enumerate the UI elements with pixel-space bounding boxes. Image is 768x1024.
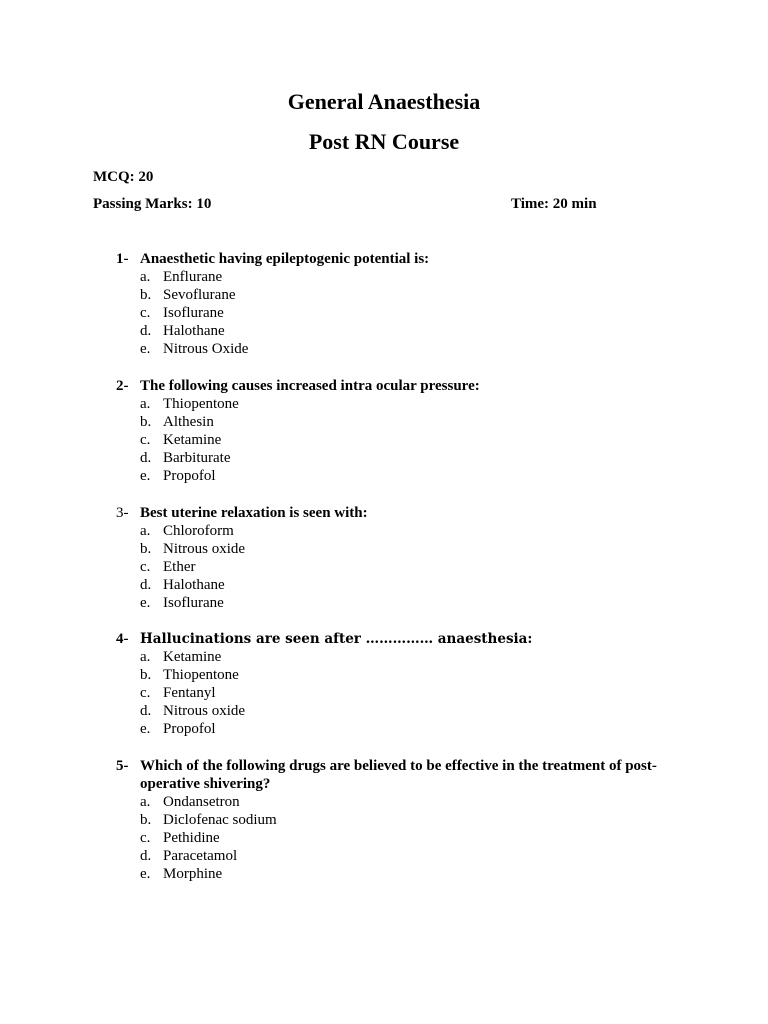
option-text: Ether <box>163 559 196 576</box>
option-item <box>140 449 696 467</box>
option-text: Enflurane <box>163 269 223 285</box>
option-letter: e. <box>140 341 151 358</box>
option-letter: c. <box>140 432 151 449</box>
question-2 <box>116 377 696 485</box>
option-letter: a. <box>140 794 151 810</box>
option-item <box>140 467 696 485</box>
option-item <box>140 395 696 413</box>
question-5 <box>116 757 696 883</box>
option-letter: b. <box>140 287 152 304</box>
option-text: Thiopentone <box>163 396 239 412</box>
option-text: Nitrous oxide <box>163 703 246 720</box>
question-3 <box>116 504 696 612</box>
option-text: Propofol <box>163 468 216 485</box>
option-list <box>116 395 696 485</box>
document-subtitle: Post RN Course <box>308 129 460 154</box>
mcq-count: MCQ: 20 <box>93 169 154 185</box>
option-letter: e. <box>140 595 151 612</box>
option-letter: b. <box>140 667 152 684</box>
option-item <box>140 720 696 738</box>
option-letter: a. <box>140 396 151 412</box>
option-text: Halothane <box>163 323 225 340</box>
option-letter: b. <box>140 541 152 558</box>
option-text: Propofol <box>163 721 216 738</box>
option-text: Isoflurane <box>163 305 224 322</box>
option-text: Fentanyl <box>163 685 216 702</box>
option-item <box>140 304 696 322</box>
option-letter: e. <box>140 721 151 738</box>
option-item <box>140 558 696 576</box>
option-letter: c. <box>140 830 151 847</box>
option-letter: e. <box>140 866 151 883</box>
question-number: 5- <box>116 758 129 774</box>
option-item <box>140 847 696 865</box>
option-item <box>140 594 696 612</box>
option-item <box>140 666 696 684</box>
option-list <box>116 268 696 358</box>
option-text: Ketamine <box>163 649 222 665</box>
option-text: Ketamine <box>163 432 222 449</box>
option-item <box>140 431 696 449</box>
option-letter: d. <box>140 703 152 720</box>
question-number: 2- <box>116 378 129 394</box>
option-text: Pethidine <box>163 830 220 847</box>
document-title: General Anaesthesia <box>287 89 481 114</box>
option-item <box>140 413 696 431</box>
option-item <box>140 793 696 811</box>
option-letter: d. <box>140 450 152 467</box>
option-letter: a. <box>140 269 151 285</box>
option-letter: b. <box>140 414 152 431</box>
question-stem <box>116 250 696 268</box>
option-text: Nitrous Oxide <box>163 341 249 358</box>
option-text: Halothane <box>163 577 225 594</box>
question-4 <box>116 630 696 738</box>
question-text: Best uterine relaxation is seen with: <box>140 505 368 521</box>
option-item <box>140 648 696 666</box>
option-list <box>116 648 696 738</box>
question-text: Hallucinations are seen after …………… anaesthesia: <box>140 631 533 647</box>
option-letter: c. <box>140 559 151 576</box>
option-text: Isoflurane <box>163 595 224 612</box>
question-stem <box>116 757 696 793</box>
option-list <box>116 522 696 612</box>
option-item <box>140 865 696 883</box>
question-1 <box>116 250 696 358</box>
option-letter: b. <box>140 812 152 829</box>
option-item <box>140 684 696 702</box>
option-text: Barbiturate <box>163 450 231 467</box>
question-stem <box>116 377 696 395</box>
option-item <box>140 702 696 720</box>
question-stem <box>116 630 696 648</box>
option-item <box>140 340 696 358</box>
option-item <box>140 322 696 340</box>
option-text: Nitrous oxide <box>163 541 246 558</box>
option-letter: a. <box>140 523 151 539</box>
option-text: Thiopentone <box>163 667 239 684</box>
option-letter: c. <box>140 685 151 702</box>
question-text: Which of the following drugs are believed to be effective in the treatment of post-operative shivering? <box>140 758 657 792</box>
option-text: Morphine <box>163 866 223 883</box>
question-text: The following causes increased intra ocular pressure: <box>140 378 480 394</box>
option-text: Paracetamol <box>163 848 238 865</box>
option-letter: d. <box>140 848 152 865</box>
question-number: 4- <box>116 631 129 647</box>
passing-marks: Passing Marks: 10 <box>93 196 212 212</box>
option-item <box>140 522 696 540</box>
option-letter: d. <box>140 577 152 594</box>
time-limit: Time: 20 min <box>511 196 597 212</box>
option-letter: d. <box>140 323 152 340</box>
option-item <box>140 811 696 829</box>
question-number: 1- <box>116 251 129 267</box>
option-letter: e. <box>140 468 151 485</box>
option-text: Chloroform <box>163 523 234 539</box>
option-text: Diclofenac sodium <box>163 812 277 829</box>
option-item <box>140 540 696 558</box>
option-text: Sevoflurane <box>163 287 236 304</box>
question-number: 3- <box>116 505 129 521</box>
question-text: Anaesthetic having epileptogenic potential is: <box>140 251 430 267</box>
question-stem <box>116 504 696 522</box>
option-letter: a. <box>140 649 151 665</box>
option-text: Ondansetron <box>163 794 240 810</box>
option-item <box>140 576 696 594</box>
option-item <box>140 286 696 304</box>
option-item <box>140 829 696 847</box>
option-item <box>140 268 696 286</box>
option-list <box>116 793 696 883</box>
option-text: Althesin <box>163 414 214 431</box>
option-letter: c. <box>140 305 151 322</box>
